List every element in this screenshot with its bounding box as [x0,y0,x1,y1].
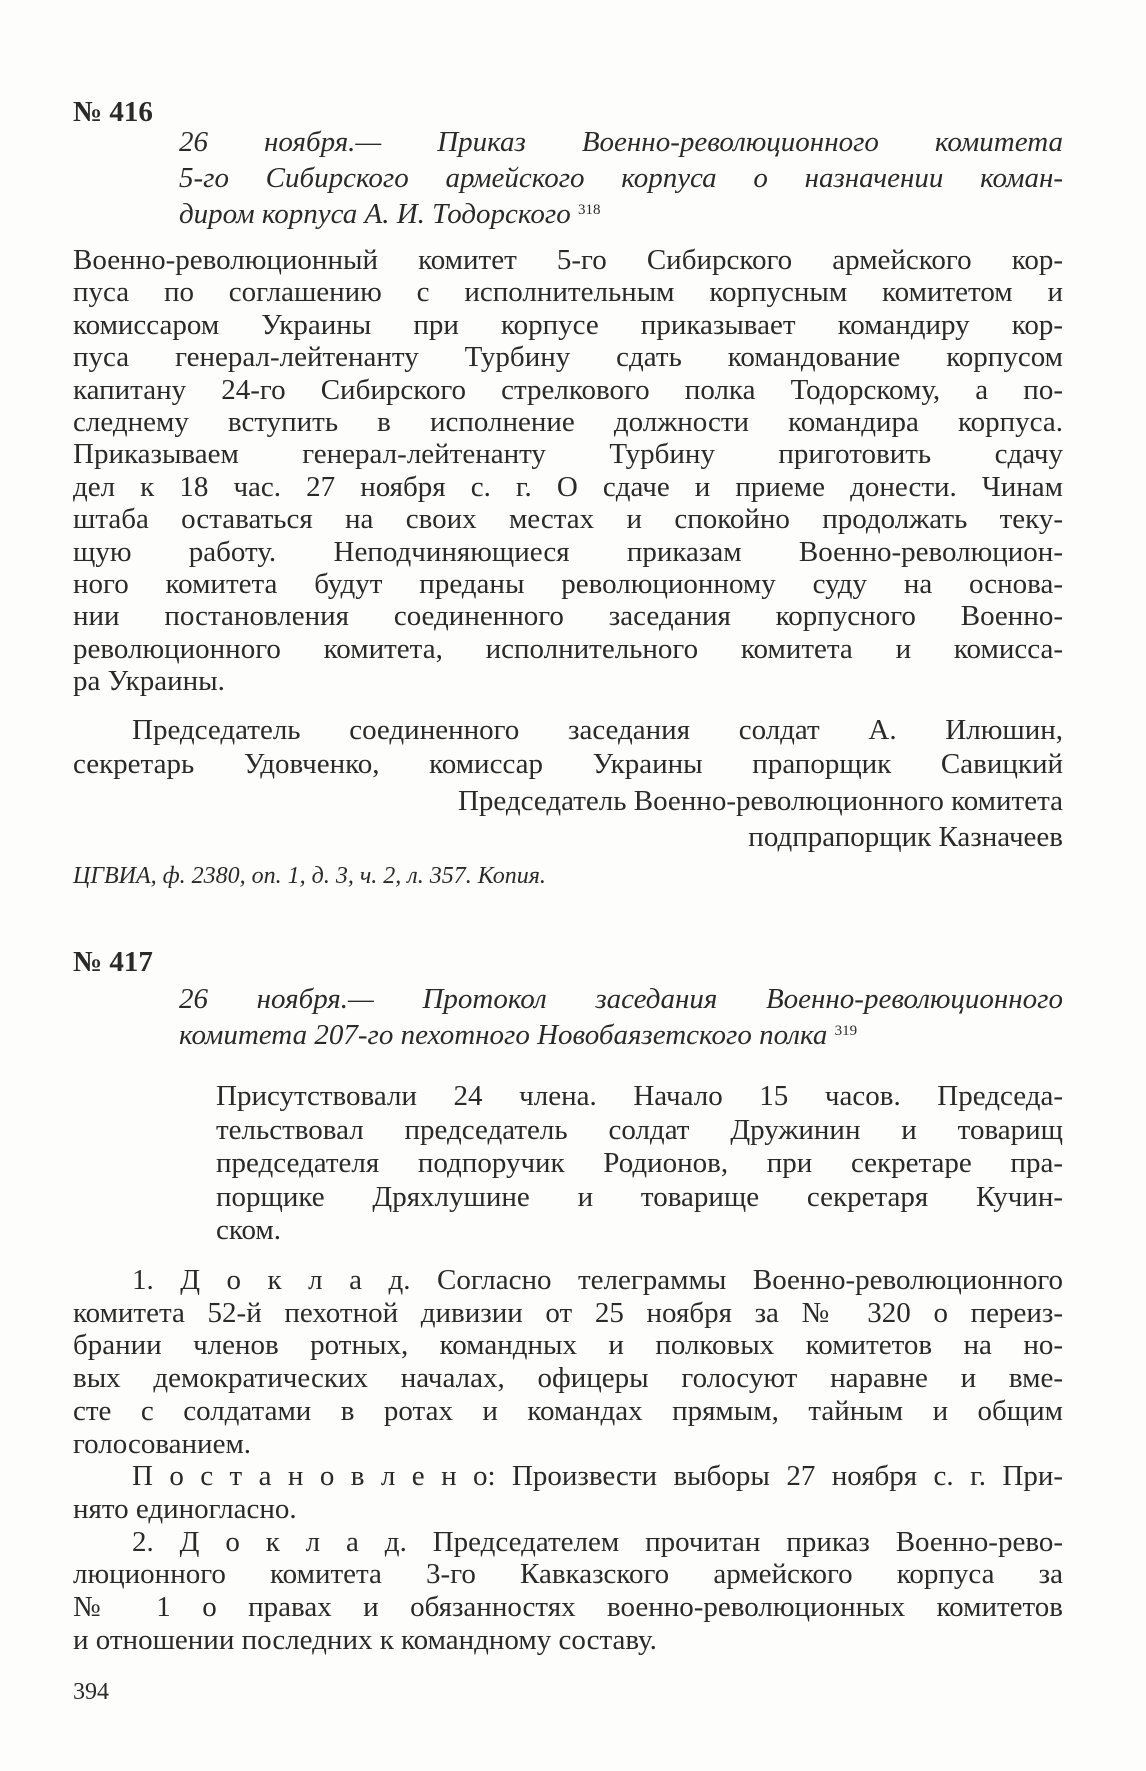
attendance-line [216,1147,1063,1181]
line-text: подпрапорщик Казначеев [748,821,1063,853]
body-line [73,406,1063,438]
agenda-line [73,1526,1063,1559]
agenda-line [73,1624,1063,1657]
document-number-416: № 416 [73,96,153,128]
document-heading-416 [179,124,1063,232]
agenda-paragraph [73,1460,1063,1525]
body-line [73,568,1063,600]
line-text: порщике Дряхлушине и товарище секретаря Кучин- [216,1180,1063,1213]
line-text: революционного комитета, исполнительного комитета и комисса- [73,632,1063,665]
line-text: Присутствовали 24 члена. Начало 15 часов. Председа- [216,1080,1063,1112]
line-text: капитану 24-го Сибирского стрелкового полка Тодорскому, а по- [73,373,1063,406]
page-number: 394 [73,1679,109,1705]
line-text: Председатель Военно-революционного комитета [457,785,1063,817]
line-text: 26 ноября.— Протокол заседания Военно-революционного [179,983,1063,1015]
attendance-line [216,1214,1063,1248]
body-line [73,536,1063,568]
heading-line [179,124,1063,160]
body-line [73,633,1063,665]
signature-line [73,783,1063,819]
heading-line [179,160,1063,196]
line-text: ра Украины. [73,665,225,698]
footnote-reference[interactable]: 318 [577,202,601,218]
agenda-line [73,1395,1063,1428]
signature-line [73,819,1063,855]
line-text: П о с т а н о в л е н о: Произвести выборы 27 ноября с. г. При- [132,1460,1063,1493]
signatures-right [73,783,1063,855]
agenda-line [73,1591,1063,1624]
line-text: 2. Д о к л а д. Председателем прочитан приказ Военно-рево- [132,1525,1063,1558]
body-line [73,374,1063,406]
agenda-paragraph [73,1264,1063,1460]
line-text: диром корпуса А. И. Тодорского [179,198,571,230]
line-text: комитета 52-й пехотной дивизии от 25 ноября за № 320 о переиз- [73,1296,1063,1329]
line-text: дел к 18 час. 27 ноября с. г. О сдаче и приеме донести. Чинам [73,470,1063,503]
line-text: пуса по соглашению с исполнительным корпусным комитетом и [73,276,1063,309]
signatures-left [73,713,1063,781]
signature-line [73,747,1063,781]
agenda-line [73,1460,1063,1493]
document-heading-417 [179,981,1063,1053]
agenda-line [73,1329,1063,1362]
line-text: и отношении последних к командному составу. [73,1623,657,1656]
document-body-416 [73,244,1063,698]
agenda-line [73,1428,1063,1461]
document-number-417: № 417 [73,946,153,978]
line-text: следнему вступить в исполнение должности командира корпуса. [73,406,1063,439]
heading-line [179,981,1063,1017]
body-line [73,600,1063,632]
footnote-reference[interactable]: 319 [834,1023,858,1039]
line-text: сте с солдатами в ротах и командах прямым, тайным и общим [73,1394,1063,1427]
attendance-line [216,1181,1063,1215]
signature-line [73,713,1063,747]
line-text: щую работу. Неподчиняющиеся приказам Военно-революцион- [73,535,1063,568]
agenda-line [73,1297,1063,1330]
body-line [73,276,1063,308]
body-line [73,438,1063,470]
body-line [73,244,1063,276]
line-text: Приказываем генерал-лейтенанту Турбину приготовить сдачу [73,438,1063,471]
attendance-paragraph [216,1080,1063,1248]
line-text: 5-го Сибирского армейского корпуса о назначении коман- [179,162,1063,194]
line-text: вых демократических началах, офицеры голосуют наравне и вме- [73,1362,1063,1395]
agenda-items [73,1264,1063,1656]
line-text: голосованием. [73,1427,252,1460]
line-text: комиссаром Украины при корпусе приказывает командиру кор- [73,308,1063,341]
line-text: председателя подпоручик Родионов, при секретаре пра- [216,1147,1063,1179]
line-text: штаба оставаться на своих местах и спокойно продолжать теку- [73,503,1063,536]
line-text: ском. [216,1214,282,1246]
archive-citation: ЦГВИА, ф. 2380, оп. 1, д. 3, ч. 2, л. 357. Копия. [73,863,546,889]
line-text: секретарь Удовченко, комиссар Украины прапорщик Савицкий [73,748,1063,780]
line-text: пуса генерал-лейтенанту Турбину сдать командование корпусом [73,341,1063,374]
body-line [73,503,1063,535]
agenda-line [73,1264,1063,1297]
line-text: № 1 о правах и обязанностях военно-революционных комитетов [73,1591,1063,1624]
agenda-line [73,1362,1063,1395]
agenda-line [73,1493,1063,1526]
body-line [73,471,1063,503]
line-text: 26 ноября.— Приказ Военно-революционного комитета [179,126,1063,158]
line-text: нято единогласно. [73,1492,297,1525]
line-text: люционного комитета 3-го Кавказского армейского корпуса за [73,1558,1063,1591]
line-text: Военно-революционный комитет 5-го Сибирского армейского кор- [73,244,1063,276]
body-line [73,309,1063,341]
line-text: тельствовал председатель солдат Дружинин и товарищ [216,1113,1063,1146]
agenda-line [73,1558,1063,1591]
heading-line [179,196,1063,232]
line-text: комитета 207-го пехотного Новобаязетского полка [179,1019,828,1051]
attendance-line [216,1080,1063,1114]
body-line [73,665,1063,697]
line-text: ного комитета будут преданы революционному суду на основа- [73,568,1063,601]
attendance-line [216,1114,1063,1148]
line-text: 1. Д о к л а д. Согласно телеграммы Военно-революционного [132,1264,1063,1296]
line-text: Председатель соединенного заседания солдат А. Илюшин, [132,714,1063,746]
heading-line [179,1017,1063,1053]
line-text: брании членов ротных, командных и полковых комитетов на но- [73,1329,1063,1362]
body-line [73,341,1063,373]
agenda-paragraph [73,1526,1063,1657]
line-text: нии постановления соединенного заседания корпусного Военно- [73,600,1063,633]
